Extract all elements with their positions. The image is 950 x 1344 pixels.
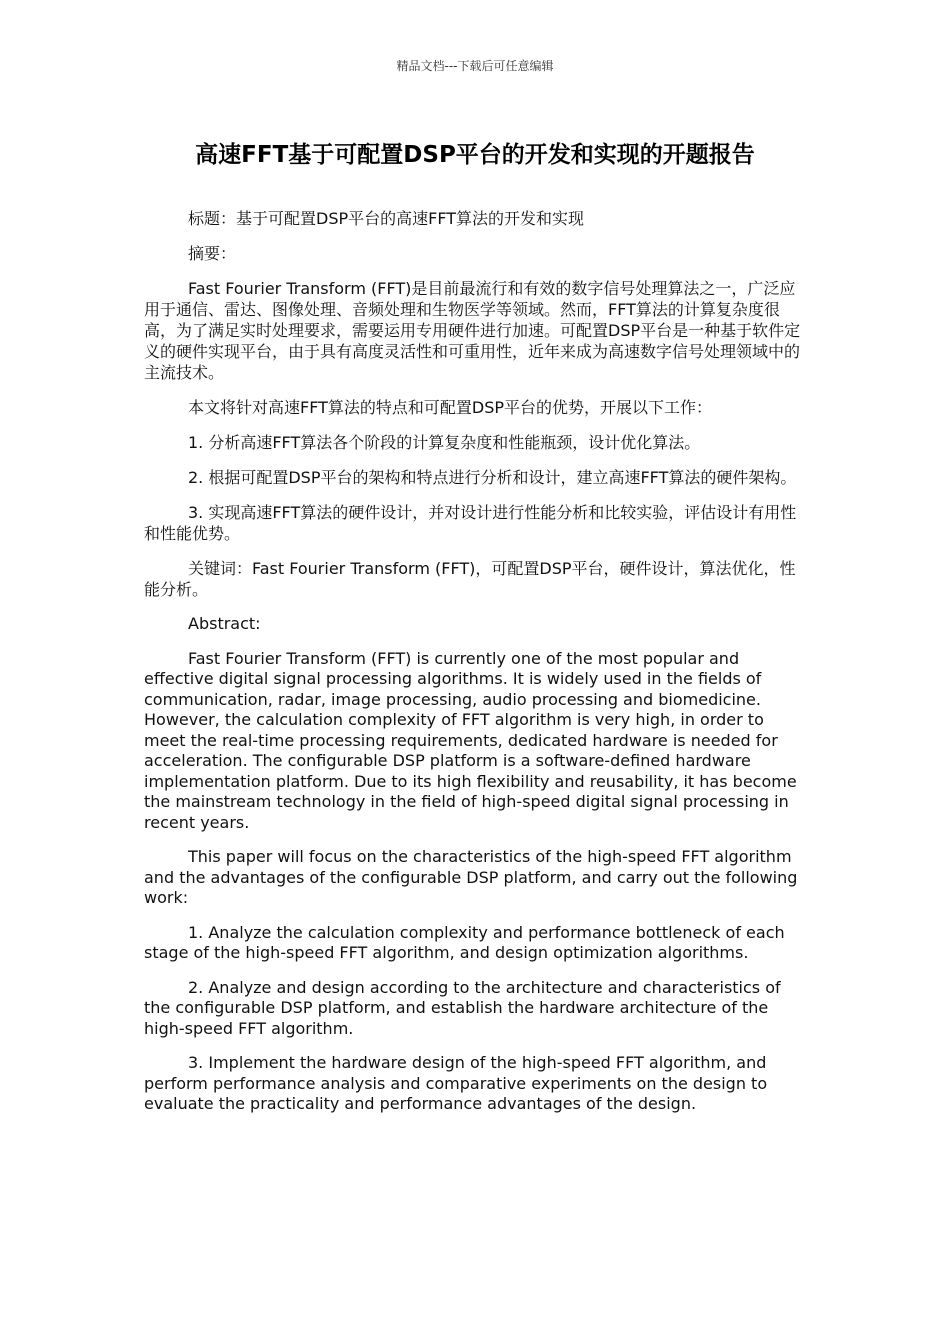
work-item-1-zh: 1. 分析高速FFT算法各个阶段的计算复杂度和性能瓶颈，设计优化算法。 xyxy=(188,433,701,452)
abstract-paragraph-en: Fast Fourier Transform (FFT) is currently one of the most popular and effective digital signal processing algorithms. It is widely used in the fields of communication, radar, image processing, audio processing and biomedicine. However, the calculation complexity of FFT algorithm is very high, in order to meet the real-time processing requirements, dedicated hardware is needed for acceleration. The configurable DSP platform is a software-defined hardware implementation platform. Due to its high flexibility and reusability, it has become the mainstream technology in the field of high-speed digital signal processing in recent years. xyxy=(144,648,797,832)
work-intro-en: This paper will focus on the characteristics of the high-speed FFT algorithm and the advantages of the configurable DSP platform, and carry out the following work: xyxy=(144,847,798,907)
work-item-3-zh: 3. 实现高速FFT算法的硬件设计，并对设计进行性能分析和比较实验，评估设计有用性和性能优势。 xyxy=(144,503,797,543)
document-title: 高速FFT基于可配置DSP平台的开发和实现的开题报告 xyxy=(195,142,755,168)
header-note: 精品文档---下载后可任意编辑 xyxy=(396,59,554,73)
abstract-paragraph-zh: Fast Fourier Transform (FFT)是目前最流行和有效的数字信号处理算法之一，广泛应用于通信、雷达、图像处理、音频处理和生物医学等领域。然而，FFT算法的计算复杂度很高，为了满足实时处理要求，需要运用专用硬件进行加速。可配置DSP平台是一种基于软件定义的硬件实现平台，由于具有高度灵活性和可重用性，近年来成为高速数字信号处理领域中的主流技术。 xyxy=(144,279,801,382)
work-item-2-en: 2. Analyze and design according to the architecture and characteristics of the configurable DSP platform, and establish the hardware architecture of the high-speed FFT algorithm. xyxy=(144,977,781,1038)
subject-line: 标题：基于可配置DSP平台的高速FFT算法的开发和实现 xyxy=(188,209,585,228)
abstract-heading-zh: 摘要： xyxy=(188,244,237,263)
work-item-3-en: 3. Implement the hardware design of the high-speed FFT algorithm, and perform performance analysis and comparative experiments on the design to evaluate the practicality and performance advantages of the design. xyxy=(144,1053,768,1113)
document-body xyxy=(144,208,804,1129)
abstract-heading-en: Abstract: xyxy=(188,614,261,633)
work-item-1-en: 1. Analyze the calculation complexity and performance bottleneck of each stage of the high-speed FFT algorithm, and design optimization algorithms. xyxy=(144,922,785,962)
keywords-zh: 关键词：Fast Fourier Transform (FFT)，可配置DSP平台，硬件设计，算法优化，性能分析。 xyxy=(144,559,796,599)
work-item-2-zh: 2. 根据可配置DSP平台的架构和特点进行分析和设计，建立高速FFT算法的硬件架构。 xyxy=(188,468,797,487)
work-intro-zh: 本文将针对高速FFT算法的特点和可配置DSP平台的优势，开展以下工作： xyxy=(188,398,713,417)
